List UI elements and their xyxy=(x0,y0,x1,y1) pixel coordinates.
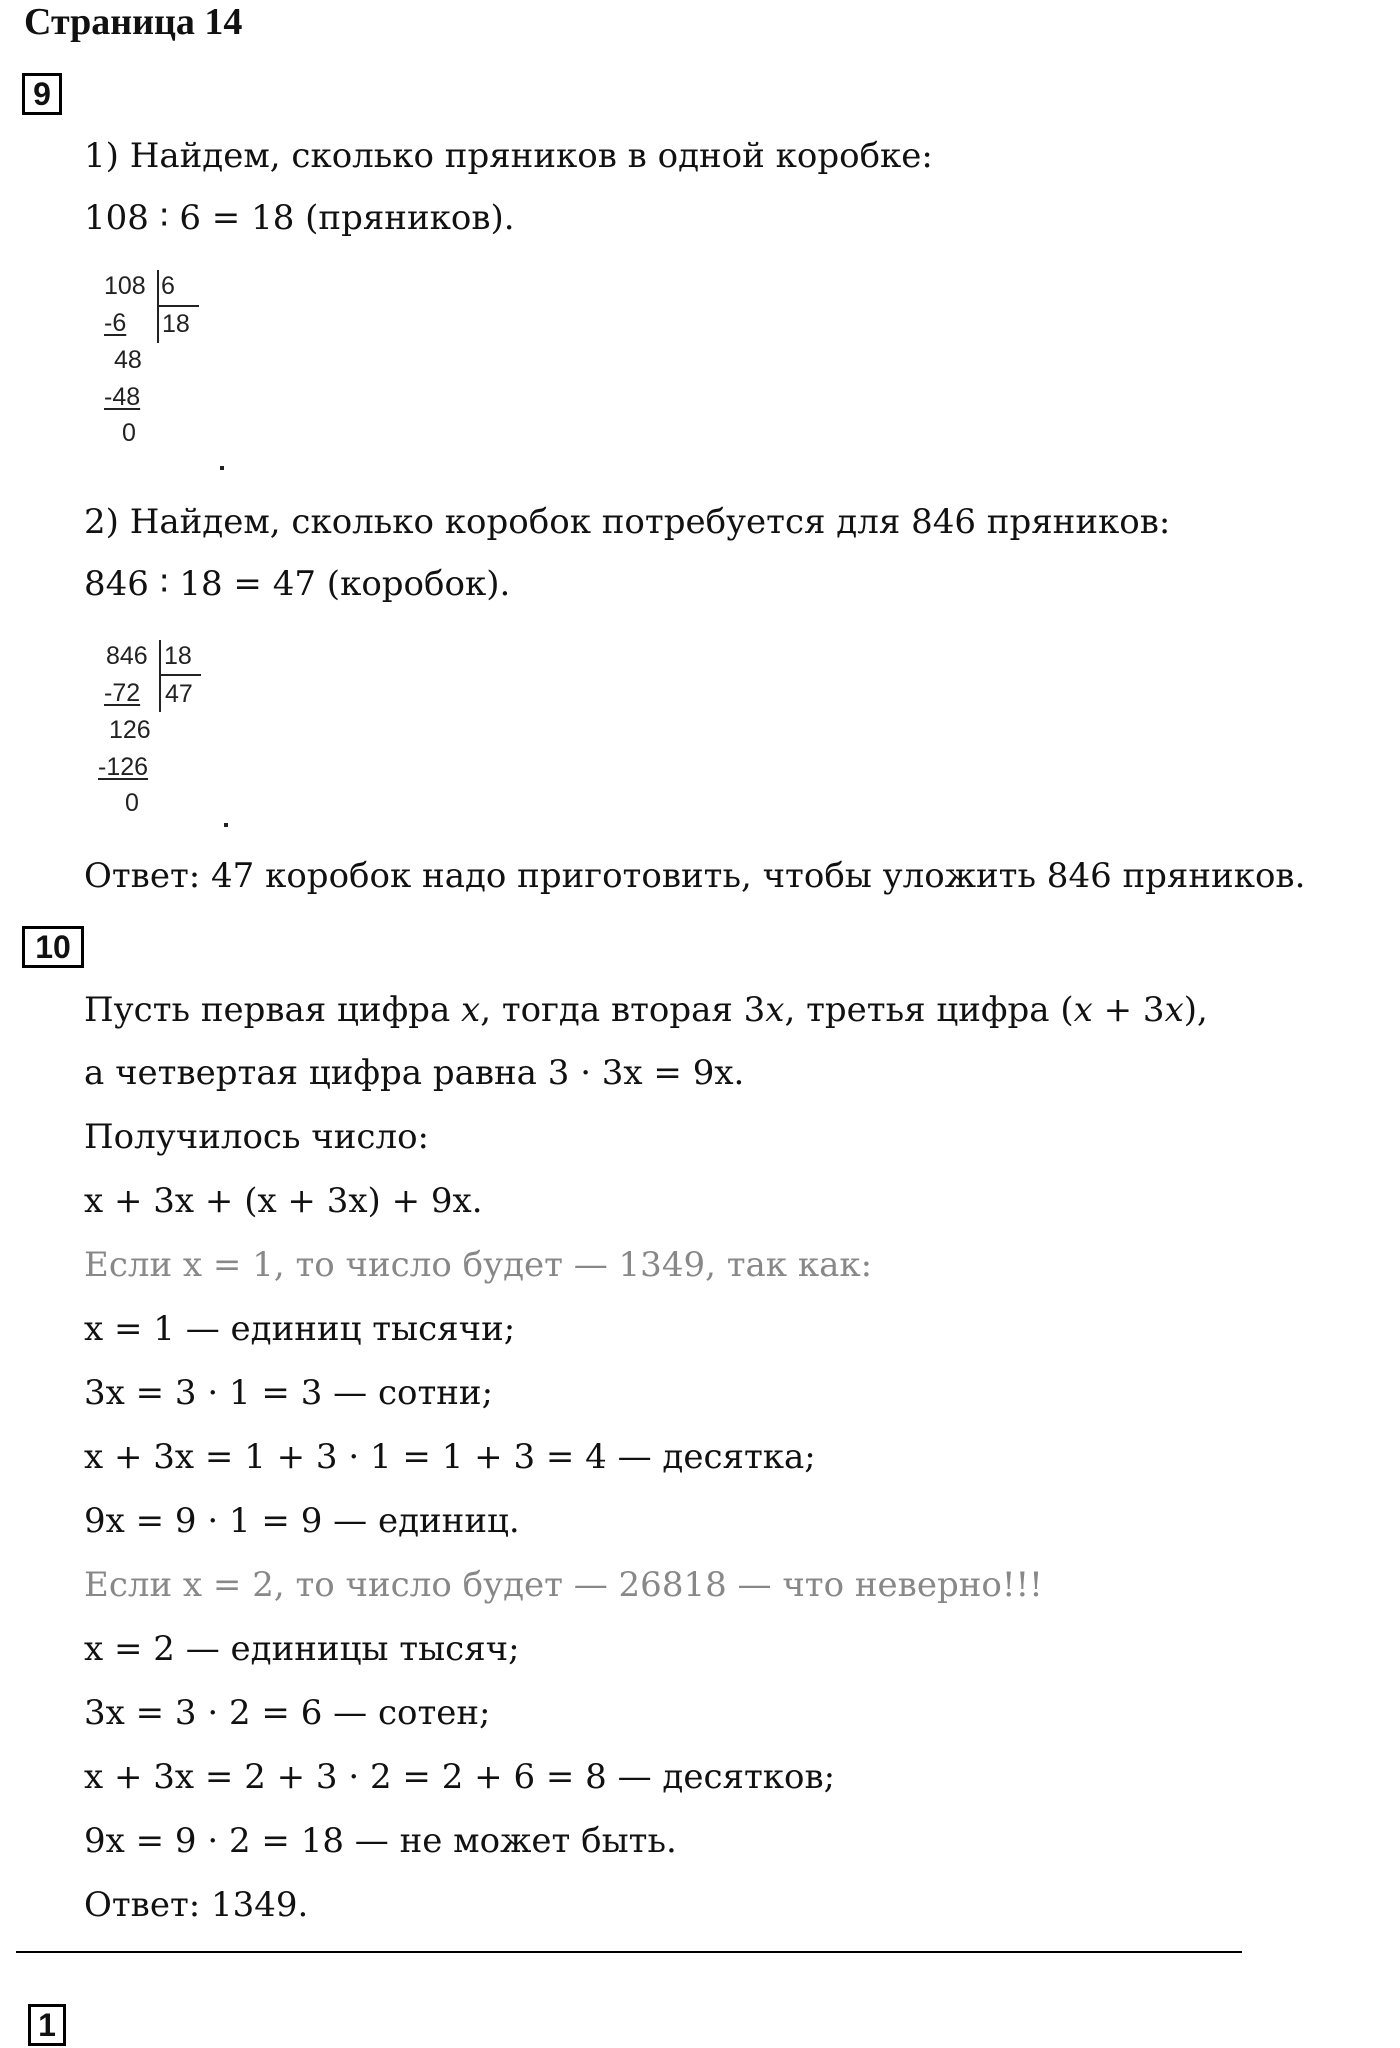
task9-step2: 2) Найдем, сколько коробок потребуется для 846 пряников: xyxy=(84,502,1171,542)
task10-line-11: x = 2 — единицы тысяч; xyxy=(84,1629,520,1669)
division2-period xyxy=(224,823,228,827)
task10-line-3: Получилось число: xyxy=(84,1117,429,1157)
division2-divisor: 18 xyxy=(164,642,192,670)
task10-line-9: 9x = 9 · 1 = 9 — единиц. xyxy=(84,1501,520,1541)
division2-subtrahend-2: -126 xyxy=(98,753,149,781)
task10-line-4: x + 3x + (x + 3x) + 9x. xyxy=(84,1181,483,1221)
division1-period xyxy=(220,466,224,470)
division2-remainder-1: 126 xyxy=(109,716,151,744)
division2-dividend: 846 xyxy=(106,642,148,670)
division2-subtrahend-1: -72 xyxy=(104,679,141,707)
task9-eq2: 846 ∶ 18 = 47 (коробок). xyxy=(84,564,511,604)
division1-subtrahend-1: -6 xyxy=(104,309,127,337)
section-divider xyxy=(16,1951,1242,1953)
task-number-10: 10 xyxy=(22,926,84,968)
task10-line-8: x + 3x = 1 + 3 · 1 = 1 + 3 = 4 — десятка; xyxy=(84,1437,816,1477)
page-title: Страница 14 xyxy=(24,1,243,43)
task10-line-6: x = 1 — единиц тысячи; xyxy=(84,1309,516,1349)
division1-remainder-2: 0 xyxy=(122,419,136,447)
division1-quotient: 18 xyxy=(162,310,190,338)
task10-line-13: x + 3x = 2 + 3 · 2 = 2 + 6 = 8 — десятков; xyxy=(84,1757,836,1797)
division1-quotient-line xyxy=(157,305,199,307)
task10-line-5: Если x = 1, то число будет — 1349, так как: xyxy=(84,1245,873,1285)
division1-remainder-1: 48 xyxy=(114,346,142,374)
task9-answer: Ответ: 47 коробок надо приготовить, чтобы уложить 846 пряников. xyxy=(84,856,1306,896)
division1-dividend: 108 xyxy=(104,272,146,300)
division2-remainder-2: 0 xyxy=(125,789,139,817)
task9-eq1: 108 ∶ 6 = 18 (пряников). xyxy=(84,198,515,238)
task10-line-10: Если x = 2, то число будет — 26818 — что неверно!!! xyxy=(84,1565,1043,1605)
task-number-9: 9 xyxy=(22,73,62,115)
division1-subtrahend-2: -48 xyxy=(104,383,141,411)
division2-quotient: 47 xyxy=(165,680,193,708)
task10-line-12: 3x = 3 · 2 = 6 — сотен; xyxy=(84,1693,491,1733)
task-number-1: 1 xyxy=(28,2004,66,2046)
task10-line-15: Ответ: 1349. xyxy=(84,1885,309,1925)
task10-line-7: 3x = 3 · 1 = 3 — сотни; xyxy=(84,1373,494,1413)
task10-line-14: 9x = 9 · 2 = 18 — не может быть. xyxy=(84,1821,677,1861)
task10-line-2: а четвертая цифра равна 3 · 3x = 9x. xyxy=(84,1053,745,1093)
division2-quotient-line xyxy=(159,674,201,676)
division2-vertical-line xyxy=(159,640,161,712)
task9-step1: 1) Найдем, сколько пряников в одной коробке: xyxy=(84,136,933,176)
division1-divisor: 6 xyxy=(161,272,175,300)
task10-line-1: Пусть первая цифра x, тогда вторая 3x, третья цифра (x + 3x), xyxy=(84,990,1208,1030)
